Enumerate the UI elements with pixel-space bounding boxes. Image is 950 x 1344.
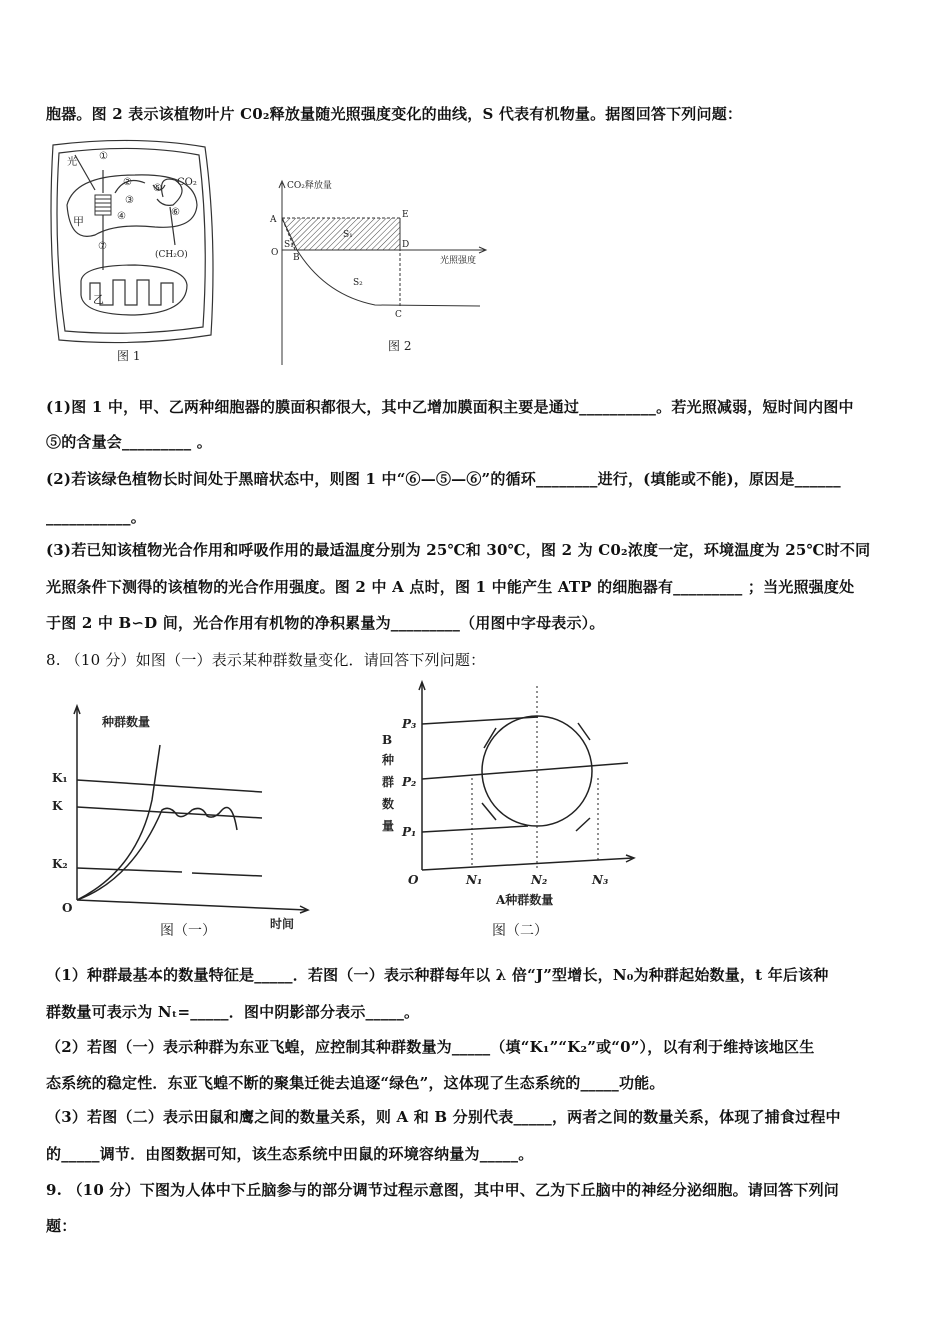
label: B xyxy=(293,253,300,263)
label: 甲 xyxy=(73,215,84,228)
label: 量 xyxy=(382,819,395,833)
label: N₂ xyxy=(531,873,548,887)
q7-line-6: 光照条件下测得的该植物的光合作用强度。图 2 中 A 点时，图 1 中能产生 ATP 的细胞器有_________ ；当光照强度处 xyxy=(46,578,855,596)
label: 数 xyxy=(382,797,395,811)
label: B xyxy=(382,733,393,747)
label: CO₂释放量 xyxy=(287,181,332,191)
label: S₁ xyxy=(284,240,294,250)
label: ⑤ xyxy=(153,183,162,194)
label: A种群数量 xyxy=(496,893,554,907)
q7-line-5: (3)若已知该植物光合作用和呼吸作用的最适温度分别为 25℃和 30℃，图 2 为 C0₂浓度一定，环境温度为 25℃时不同 xyxy=(46,541,871,559)
label: N₃ xyxy=(592,873,609,887)
label: P₂ xyxy=(402,775,417,789)
q9-line-1: 9. （10 分）下图为人体中下丘脑参与的部分调节过程示意图，其中甲、乙为下丘脑中的神经分泌细胞。请回答下列问 xyxy=(46,1181,839,1199)
q8-line-3: （2）若图（一）表示种群为东亚飞蝗，应控制其种群数量为_____（填“K₁”“K₂”或“0”），以有利于维持该地区生 xyxy=(46,1038,815,1056)
label: 光照强度 xyxy=(440,256,477,266)
label: A xyxy=(270,215,277,225)
q7-line-7: 于图 2 中 B∽D 间，光合作用有机物的净积累量为_________（用图中字母表示）。 xyxy=(46,614,605,632)
label: S₁ xyxy=(343,230,353,240)
label: 图（二） xyxy=(492,923,548,939)
label: 图（一） xyxy=(160,923,216,939)
label: 种 xyxy=(382,753,395,767)
q8-header: 8. （10 分）如图（一）表示某种群数量变化．请回答下列问题： xyxy=(46,651,486,669)
label: ③ xyxy=(125,195,134,206)
label: O xyxy=(271,248,279,258)
label: P₁ xyxy=(402,825,417,839)
label: ① xyxy=(99,151,108,162)
label: 光 xyxy=(67,157,77,168)
intro-text: 胞器。图 2 表示该植物叶片 C0₂释放量随光照强度变化的曲线，S 代表有机物量。据图回答下列问题： xyxy=(46,105,743,123)
label: C xyxy=(395,310,402,320)
q9-line-2: 题： xyxy=(46,1217,77,1235)
label: ⑦ xyxy=(98,241,107,252)
q8-line-5: （3）若图（二）表示田鼠和鹰之间的数量关系，则 A 和 B 分别代表_____，两者之间的数量关系，体现了捕食过程中 xyxy=(46,1108,841,1126)
label: K₁ xyxy=(52,771,68,785)
label: O xyxy=(408,873,419,887)
label: P₃ xyxy=(402,717,417,731)
figure-1-cell-diagram xyxy=(45,135,220,367)
figure-a-population-curve xyxy=(42,700,312,945)
q7-line-4: ___________。 xyxy=(46,508,146,526)
label: 图 1 xyxy=(117,349,141,363)
q7-line-1: (1)图 1 中，甲、乙两种细胞器的膜面积都很大，其中乙增加膜面积主要是通过__________。若光照减弱，短时间内图中 xyxy=(46,398,854,416)
label: 乙 xyxy=(93,293,104,306)
label: D xyxy=(402,240,410,250)
q8-line-1: （1）种群最基本的数量特征是_____．若图（一）表示种群每年以 λ 倍“J”型增长，N₀为种群起始数量，t 年后该种 xyxy=(46,966,829,984)
label: 群 xyxy=(382,775,395,789)
label: S₂ xyxy=(353,278,363,288)
label: N₁ xyxy=(466,873,483,887)
q8-line-4: 态系统的稳定性．东亚飞蝗不断的聚集迁徙去追逐“绿色”，这体现了生态系统的_____功能。 xyxy=(46,1074,665,1092)
q7-line-2: ⑤的含量会_________ 。 xyxy=(46,433,212,451)
label: CO₂ xyxy=(177,177,197,188)
label: ④ xyxy=(117,211,126,222)
label: O xyxy=(62,901,73,915)
q8-line-2: 群数量可表示为 Nₜ=_____．图中阴影部分表示_____。 xyxy=(46,1003,420,1021)
label: K₂ xyxy=(52,857,68,871)
label: ⑥ xyxy=(171,207,180,218)
label: 种群数量 xyxy=(102,715,151,729)
label: 时间 xyxy=(270,917,295,931)
q7-line-3: (2)若该绿色植物长时间处于黑暗状态中，则图 1 中“⑥—⑤—⑥”的循环________进行，(填能或不能)，原因是______ xyxy=(46,470,841,488)
q8-line-6: 的_____调节．由图数据可知，该生态系统中田鼠的环境容纳量为_____。 xyxy=(46,1145,534,1163)
label: E xyxy=(402,210,409,220)
label: 图 2 xyxy=(388,339,412,353)
label: K xyxy=(52,799,63,813)
figure-2-co2-curve xyxy=(265,175,495,365)
figure-b-predator-prey-cycle xyxy=(378,678,638,943)
label: (CH₂O) xyxy=(155,250,188,260)
label: ② xyxy=(123,177,132,188)
